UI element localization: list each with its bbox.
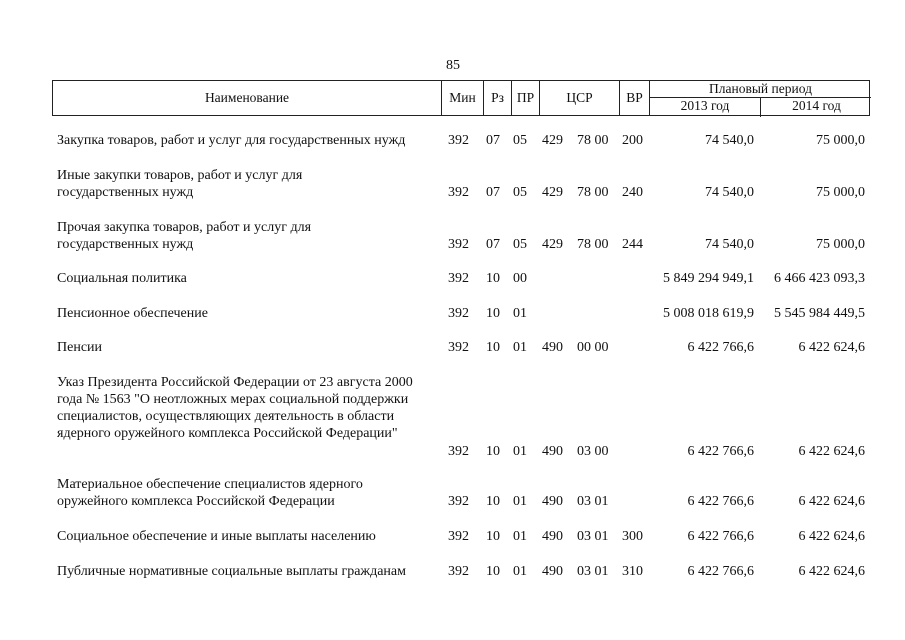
cell-pr: 05 bbox=[513, 133, 527, 148]
row-name: Указ Президента Российской Федерации от 23 августа 2000 года № 1563 "О неотложных мерах социальной поддержки специалистов, осуществляющих деятельность в области ядерного оружейного комплекса Российской Федерации" bbox=[57, 375, 413, 441]
cell-csr-2: 03 00 bbox=[577, 444, 609, 459]
plan-period-title: Плановый период bbox=[650, 81, 871, 98]
cell-2013: 5 849 294 949,1 bbox=[663, 271, 754, 286]
cell-pr: 05 bbox=[513, 237, 527, 252]
cell-csr-1: 490 bbox=[542, 529, 563, 544]
cell-min: 392 bbox=[448, 529, 469, 544]
cell-2013: 74 540,0 bbox=[705, 237, 754, 252]
row-name: Публичные нормативные социальные выплаты гражданам bbox=[57, 564, 406, 579]
cell-pr: 01 bbox=[513, 494, 527, 509]
cell-csr-2: 78 00 bbox=[577, 185, 609, 200]
cell-min: 392 bbox=[448, 271, 469, 286]
cell-2014: 5 545 984 449,5 bbox=[774, 306, 865, 321]
cell-2014: 6 422 624,6 bbox=[798, 494, 865, 509]
row-name: Прочая закупка товаров, работ и услуг для государственных нужд bbox=[57, 220, 312, 252]
cell-csr-1: 490 bbox=[542, 564, 563, 579]
cell-2013: 74 540,0 bbox=[705, 133, 754, 148]
cell-csr-1: 429 bbox=[542, 237, 563, 252]
cell-2013: 6 422 766,6 bbox=[687, 444, 754, 459]
table-row bbox=[0, 476, 905, 510]
cell-csr-1: 429 bbox=[542, 133, 563, 148]
cell-min: 392 bbox=[448, 306, 469, 321]
cell-vr: 310 bbox=[622, 564, 643, 579]
page-number: 85 bbox=[446, 58, 460, 73]
cell-min: 392 bbox=[448, 340, 469, 355]
cell-pr: 01 bbox=[513, 444, 527, 459]
cell-rz: 07 bbox=[486, 185, 500, 200]
cell-2014: 6 422 624,6 bbox=[798, 529, 865, 544]
table-row bbox=[0, 270, 905, 287]
cell-vr: 244 bbox=[622, 237, 643, 252]
cell-rz: 10 bbox=[486, 494, 500, 509]
row-name: Пенсионное обеспечение bbox=[57, 306, 208, 321]
cell-rz: 07 bbox=[486, 133, 500, 148]
cell-2013: 6 422 766,6 bbox=[687, 564, 754, 579]
cell-2014: 75 000,0 bbox=[816, 237, 865, 252]
header-year-2014: 2014 год bbox=[760, 98, 872, 117]
row-name: Закупка товаров, работ и услуг для государственных нужд bbox=[57, 133, 406, 148]
table-row bbox=[0, 219, 905, 253]
table-header bbox=[52, 80, 870, 116]
cell-rz: 10 bbox=[486, 444, 500, 459]
cell-2014: 6 422 624,6 bbox=[798, 340, 865, 355]
header-plan-period bbox=[649, 81, 871, 115]
row-name: Иные закупки товаров, работ и услуг для государственных нужд bbox=[57, 168, 303, 200]
cell-rz: 10 bbox=[486, 564, 500, 579]
row-name: Материальное обеспечение специалистов ядерного оружейного комплекса Российской Федерации bbox=[57, 477, 363, 509]
cell-csr-2: 78 00 bbox=[577, 133, 609, 148]
cell-vr: 200 bbox=[622, 133, 643, 148]
cell-csr-2: 03 01 bbox=[577, 494, 609, 509]
cell-rz: 10 bbox=[486, 306, 500, 321]
table-row bbox=[0, 528, 905, 545]
cell-rz: 10 bbox=[486, 271, 500, 286]
cell-2014: 6 422 624,6 bbox=[798, 444, 865, 459]
cell-csr-2: 00 00 bbox=[577, 340, 609, 355]
cell-rz: 10 bbox=[486, 529, 500, 544]
table-row bbox=[0, 305, 905, 322]
cell-csr-1: 490 bbox=[542, 494, 563, 509]
cell-2013: 6 422 766,6 bbox=[687, 529, 754, 544]
cell-2014: 75 000,0 bbox=[816, 133, 865, 148]
cell-pr: 01 bbox=[513, 340, 527, 355]
cell-pr: 01 bbox=[513, 306, 527, 321]
cell-pr: 00 bbox=[513, 271, 527, 286]
header-year-2013: 2013 год bbox=[680, 98, 730, 113]
row-name: Пенсии bbox=[57, 340, 103, 355]
header-min: Мин bbox=[441, 81, 483, 115]
header-name: Наименование bbox=[204, 90, 290, 105]
header-vr: ВР bbox=[619, 81, 649, 115]
cell-csr-1: 429 bbox=[542, 185, 563, 200]
cell-min: 392 bbox=[448, 494, 469, 509]
table-row bbox=[0, 132, 905, 149]
cell-2013: 5 008 018 619,9 bbox=[663, 306, 754, 321]
cell-2014: 6 466 423 093,3 bbox=[774, 271, 865, 286]
cell-2014: 75 000,0 bbox=[816, 185, 865, 200]
row-name: Социальная политика bbox=[57, 271, 187, 286]
table-row bbox=[0, 374, 905, 460]
cell-pr: 05 bbox=[513, 185, 527, 200]
cell-rz: 10 bbox=[486, 340, 500, 355]
row-name: Социальное обеспечение и иные выплаты населению bbox=[57, 529, 376, 544]
cell-csr-1: 490 bbox=[542, 340, 563, 355]
table-row bbox=[0, 339, 905, 356]
table-row bbox=[0, 167, 905, 201]
cell-csr-2: 78 00 bbox=[577, 237, 609, 252]
cell-rz: 07 bbox=[486, 237, 500, 252]
cell-2014: 6 422 624,6 bbox=[798, 564, 865, 579]
header-rz: Рз bbox=[483, 81, 511, 115]
cell-2013: 6 422 766,6 bbox=[687, 494, 754, 509]
cell-min: 392 bbox=[448, 133, 469, 148]
cell-csr-2: 03 01 bbox=[577, 529, 609, 544]
cell-2013: 74 540,0 bbox=[705, 185, 754, 200]
cell-vr: 300 bbox=[622, 529, 643, 544]
cell-vr: 240 bbox=[622, 185, 643, 200]
cell-2013: 6 422 766,6 bbox=[687, 340, 754, 355]
cell-pr: 01 bbox=[513, 564, 527, 579]
header-pr: ПР bbox=[511, 81, 539, 115]
table-row bbox=[0, 563, 905, 580]
cell-csr-1: 490 bbox=[542, 444, 563, 459]
cell-pr: 01 bbox=[513, 529, 527, 544]
cell-csr-2: 03 01 bbox=[577, 564, 609, 579]
cell-min: 392 bbox=[448, 564, 469, 579]
cell-min: 392 bbox=[448, 185, 469, 200]
cell-min: 392 bbox=[448, 444, 469, 459]
header-csr: ЦСР bbox=[539, 81, 619, 115]
cell-min: 392 bbox=[448, 237, 469, 252]
